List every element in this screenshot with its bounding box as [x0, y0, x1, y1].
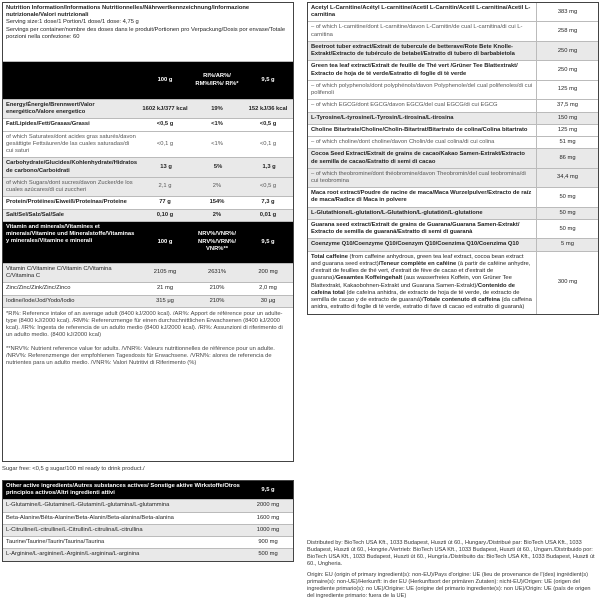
- row-label: of which Saturates/dont acides gras saturés/davon gesättigte Fettsäuren/de las cuales saturadas/di cui saturi: [6, 133, 136, 155]
- active-ingredients-table: [307, 2, 599, 315]
- row-label: L-Citrulline/L-citrulline/L-Citrullin/L-citrulina/L-citrullina: [6, 526, 143, 533]
- caffeine-en-text: (from caffeine anhydrous, green tea leaf extract, cocoa bean extract and guarana seed extract): [311, 253, 524, 267]
- row-value: 1600 mg: [256, 514, 280, 521]
- table-row: [3, 295, 293, 307]
- row-value-ri: 210%: [209, 285, 225, 292]
- ingredient-name: L-Glutathione/L-glutation/L-Glutathion/L-glutatión/L-glutatione: [311, 209, 483, 216]
- row-value: 500 mg: [258, 551, 278, 558]
- table-row: [3, 157, 293, 176]
- ingredient-row: [308, 21, 598, 40]
- row-value-serving: <0,5 g: [259, 183, 277, 190]
- ingredient-row: [308, 60, 598, 79]
- distributor-text: Distributed by: BioTech USA Kft., 1033 Budapest, Huszti út 60., Hungary./Distribué par: BioTech USA Kft., 1033 Budapest, Huszti út 60., Hongrie./Vertrieb: BioTech USA Kft., 1033 Budapest, Huszti út 60., Ungarn./Distribuido por: BioTech USA Kft., 1033 Budapest, Huszti út 60., Hungría./Distribuito da: BioTech USA Kft., 1033 Budapest, Huszti út 60., Ungheria.: [307, 540, 595, 567]
- row-value-serving: 7,3 g: [261, 199, 275, 206]
- caffeine-de-label: Gesamtes Koffeingehalt: [335, 275, 403, 282]
- origin-text: Origin: EU (origin of primary ingredient(s): non-EU)/Pays d'origine: UE (lieu de provenance de l'(des) ingrédient(s) primaire(s): non-UE)/Herkunft: in der EU (Herkunftsort der primären Zutaten): nicht-EU)/Origen: UE (origen del ingrediente primario(s): no UE)/Origine: UE (origine del primario ingrediente(s): non UE)/Origin: UE (país de origen del ingrediente primario: fuera de la UE): [307, 571, 591, 599]
- ingredient-name: – of which L-carnitine/dont L-carnitine/davon L-Carnitin/de cual L-carnitina/di cui L-carnitina: [311, 24, 523, 38]
- caffeine-es-text: (de cafeína anhidra, de extracto de hoja de té verde, de extracto de semilla de cacao y de extracto de guaraná)/: [311, 289, 520, 304]
- ingredient-value: 50 mg: [536, 220, 598, 238]
- ingredient-value: 51 mg: [536, 137, 598, 148]
- row-value-100g: 315 μg: [156, 297, 174, 304]
- ingredient-name: Choline Bitartrate/Choline/Cholin-Bitartrat/Bitartrato de colina/Colina bitartrato: [311, 126, 528, 133]
- row-value-100g: 21 mg: [156, 285, 174, 292]
- table-row: [3, 548, 293, 560]
- ingredient-value: 50 mg: [536, 208, 598, 219]
- ingredient-name: Maca root extract/Poudre de racine de maca/Maca Wurzelpulver/Extracto de raíz de maca/Radice di Maca in polvere: [311, 190, 532, 204]
- ingredient-row: [308, 3, 598, 21]
- other-ingredients-table: [2, 480, 294, 562]
- vitamin-header-label: Vitamin and minerals/Vitamines et minerais/Vitamine und Mineralstoffe/Vitaminas y minerales/Vitamine e minerali: [6, 223, 135, 245]
- row-label: Zinc/Zinc/Zink/Zinc/Zinco: [6, 285, 71, 292]
- table-row: [3, 263, 293, 282]
- row-value-ri: 5%: [213, 164, 223, 171]
- caffeine-value: 300 mg: [536, 252, 598, 314]
- table-row: [3, 177, 293, 196]
- row-value-100g: 2105 mg: [153, 269, 177, 276]
- row-label: Beta-Alanine/Bêta-Alanine/Beta-Alanin/Beta-alanina/Beta-alanina: [6, 514, 174, 521]
- row-label: Salt/Sel/Salz/Sal/Sale: [6, 211, 64, 218]
- vitamin-header: [3, 221, 293, 263]
- ingredient-row: [308, 112, 598, 124]
- other-header: [3, 481, 293, 499]
- ingredient-value: 383 mg: [536, 3, 598, 21]
- ingredient-name: Acetyl L-Carnitine/Acétyl L-carnitine/Acetil L-Carnitin/Acetil L-carnitina/Acetil L-carnitina: [311, 5, 531, 19]
- ingredient-value: 86 mg: [536, 149, 598, 167]
- ingredient-name: Guarana seed extract/Extrait de grains de Guarana/Guarana Samen-Extrakt/ Extracto de semilla de guaraná/Estratto di semi di guaranà: [311, 221, 520, 236]
- table-row: [3, 499, 293, 511]
- ri-footnote: *RI%: Reference intake of an average adult (8400 kJ/2000 kcal). /AR%: Apport de référence pour un adulte-type (8400 kJ/2000 kcal). /RM%: Referenzmenge für einen durchschnittlichen Erwachsenen (8400 kJ/2000 kcal). /IR%: Ingesta de referencia de un adulto medio (8400 kJ/2000 kcal). /RI%: Assunzioni di riferimento di un adulto medio. (8400 kJ/2000 kcal): [3, 307, 293, 343]
- ingredient-name: – of which polyphenols/dont polyphénols/davon Polyphenole/del cual polifenoles/di cui polifenoli: [311, 82, 533, 97]
- row-label: L-Glutamine/L-Glutamine/L-Glutamin/L-glutamina/L-glutammina: [6, 502, 170, 509]
- row-value-ri: <1%: [211, 140, 223, 147]
- ingredient-row: [308, 238, 598, 250]
- row-value: 2000 mg: [256, 502, 280, 509]
- sugar-free-note: Sugar free: <0,5 g sugar/100 ml ready to drink product./: [2, 466, 145, 472]
- row-value-serving: 200 mg: [258, 269, 278, 276]
- ingredient-row: [308, 99, 598, 111]
- ingredient-row: [308, 168, 598, 187]
- header-100g: 100 g: [157, 76, 173, 83]
- ingredient-value: 250 mg: [536, 42, 598, 60]
- header-serving: 9,5 g: [261, 76, 275, 83]
- ingredient-name: Beetroot tuber extract/Extrait de tubercule de betterave/Rote Bete Knolle-Extrakt/Extracto de tubérculo de betabel/Estratto di tubero di barbabietola: [311, 43, 515, 58]
- row-value-100g: <0,1 g: [156, 140, 174, 147]
- row-value-serving: 2,0 mg: [259, 285, 277, 292]
- row-label: L-Arginine/L-arginine/L-Arginin/L-arginina/L-arginina: [6, 551, 140, 558]
- row-value-serving: 30 μg: [260, 297, 276, 304]
- caffeine-fr-label: /Teneur complète en caféine: [378, 260, 457, 267]
- row-label: Taurine/Taurine/Taurin/Taurina/Taurina: [6, 539, 105, 546]
- ingredient-value: 250 mg: [536, 61, 598, 79]
- nrv-footnote: **NRV%: Nutrient reference value for adults. /VNR%: Valeurs nutritionnelles de référence pour un adulte. /NRV%: Referenzmenge der empfohlenen Tagesdosis für Erwachsene. /VRN%: alores de referencia de nutrientes para un adulto medio. /VNR%: Valori Nutritivi di Riferimento (%): [6, 345, 275, 367]
- caffeine-it-label: Totale contenuto di caffeina: [423, 297, 501, 304]
- row-value-100g: 0,10 g: [156, 211, 174, 218]
- row-label: Fat/Lipides/Fett/Grasas/Grassi: [6, 121, 90, 128]
- row-label: Iodine/Iode/Jod/Yodo/Iodio: [6, 297, 75, 304]
- ingredient-row: [308, 124, 598, 136]
- ingredient-value: 37,5 mg: [536, 100, 598, 111]
- ingredient-name: – of which choline/dont choline/davon Cholin/de cual colina/di cui colina: [311, 139, 495, 146]
- row-label: Vitamin C/Vitamine C/Vitamin C/Vitamina C/Vitamina C: [6, 265, 112, 280]
- table-row: [3, 99, 293, 118]
- nutrition-column-header: [3, 61, 293, 99]
- table-row: [3, 524, 293, 536]
- row-value-ri: 210%: [209, 297, 225, 304]
- row-label: Protein/Protéines/Eiweiß/Proteínas/Proteine: [6, 199, 127, 206]
- row-value-serving: <0,5 g: [259, 121, 277, 128]
- row-label: Carbohydrate/Glucides/Kohlenhydrate/Hidratos de carbono/Carboidrati: [6, 160, 138, 174]
- nutrition-title: Nutrition Information/Informations Nutritionnelles/Nährwertkennzeichnung/Informazione nutrizionale/Valori nutrizionali: [6, 5, 250, 19]
- table-row: [3, 536, 293, 548]
- row-value-100g: <0,5 g: [156, 121, 174, 128]
- caffeine-it-text: (da caffeina anidra, estratto di foglie di tè verde, estratto di fave di cacao ed estratto di guaranà): [311, 297, 532, 311]
- ingredient-value: 50 mg: [536, 188, 598, 206]
- ingredient-row: [308, 187, 598, 206]
- row-value-serving: 0,01 g: [259, 211, 277, 218]
- table-row: [3, 512, 293, 524]
- table-row: [3, 282, 293, 294]
- ingredient-name: – of which theobromine/dont théobromine/davon Theobromin/del cual teobromina/di cui teobromina: [311, 170, 526, 184]
- row-value-100g: 2,1 g: [158, 183, 172, 190]
- ingredient-row: [308, 136, 598, 148]
- row-label: of which Sugars/dont sucres/davon Zucker/de los cuales azúcares/di cui zuccheri: [6, 179, 133, 194]
- row-value-ri: 2%: [212, 183, 222, 190]
- header-ri: RI%/AR%/ RM%/IR%/ RI%*: [195, 73, 239, 87]
- ingredient-row: [308, 207, 598, 219]
- ingredient-name: L-Tyrosine/L-tyrosine/L-Tyrosin/L-tirosina/L-tirosina: [311, 114, 454, 121]
- ingredient-value: 5 mg: [536, 239, 598, 250]
- row-label: Energy/Énergie/Brennwert/Valor energético/Valore energetico: [6, 102, 95, 116]
- row-value-serving: <0,1 g: [259, 140, 277, 147]
- row-value-ri: 154%: [209, 199, 225, 206]
- row-value: 1000 mg: [256, 526, 280, 533]
- ingredient-value: 34,4 mg: [536, 169, 598, 187]
- caffeine-text: [308, 252, 536, 314]
- row-value-ri: <1%: [211, 121, 223, 128]
- row-value-ri: 2631%: [207, 269, 227, 276]
- ingredient-name: Coenzyme Q10/Coenzyme Q10/Coenzym Q10/Coenzima Q10/Coenzima Q10: [311, 241, 519, 248]
- ingredient-row: [308, 148, 598, 167]
- ingredient-row: [308, 219, 598, 238]
- vitamin-header-100g: 100 g: [157, 238, 173, 245]
- row-value-ri: 2%: [212, 211, 222, 218]
- servings-per-container: Servings per container/nombre des doses dans le produit/Portionen pro Verpackung/Dosis por envase/Totale porzioni nella confezione: 60: [6, 26, 286, 40]
- row-value-100g: 1602 kJ/377 kcal: [142, 105, 188, 112]
- table-row: [3, 118, 293, 130]
- ingredient-value: 258 mg: [536, 22, 598, 40]
- distribution-info: [307, 540, 597, 600]
- serving-size: Serving size:1 dose/1 Portion/1 dose/1 dose: 4,75 g: [6, 19, 139, 26]
- table-row: [3, 131, 293, 158]
- ingredient-row: [308, 41, 598, 60]
- caffeine-row: [308, 251, 598, 314]
- row-value: 900 mg: [258, 539, 278, 546]
- other-header-label: Other active ingredients/Autres substances actives/ Sonstige aktive Wirkstoffe/Otros principios activos/Altri ingredienti attivi: [6, 483, 240, 497]
- nutrition-header: [3, 3, 293, 61]
- caffeine-fr-text: (à partir de caféine anhydre, d'extrait de feuilles de thé vert, d'extrait de fève de cacao et d'extrait de guarana)/: [311, 260, 531, 282]
- ingredient-name: – of which EGCG/dont EGCG/davon EGCG/del cual EGCG/di cui EGCG: [311, 102, 498, 109]
- ingredient-value: 150 mg: [536, 113, 598, 124]
- ingredient-name: Cocoa Seed Extract/Extrait de grains de cacao/Kakao Samen-Extrakt/Extracto de semilla de cacao/Estratto di semi di cacao: [311, 151, 525, 165]
- row-value-100g: 13 g: [160, 164, 172, 171]
- vitamin-header-nrv: NRV%/VNR%/ NRV%/VRN%/ VNR%**: [198, 231, 236, 252]
- table-row: [3, 196, 293, 208]
- ingredient-value: 125 mg: [536, 125, 598, 136]
- row-value-ri: 19%: [211, 105, 223, 112]
- caffeine-de-text: (aus wasserfreies Koffein, von Grüner Tee Blattextrakt, Kakaobohnen-Extrakt und Guarana Samen-Extrakt)/: [311, 275, 512, 289]
- caffeine-es-label: Contenido de cafeína total: [311, 282, 515, 296]
- row-value-100g: 77 g: [159, 199, 171, 206]
- other-header-serving: 9,5 g: [261, 486, 275, 493]
- table-row: [3, 209, 293, 221]
- caffeine-en-label: Total caffeine: [311, 253, 348, 260]
- vitamin-header-serving: 9,5 g: [261, 238, 275, 245]
- row-value-serving: 1,3 g: [262, 164, 276, 171]
- ingredient-name: Green tea leaf extract/Extrait de feuille de Thé vert /Grüner Tee Blattextrakt/ Extracto de hoja de té verde/Estratto di foglie di tè verde: [311, 63, 518, 77]
- nutrition-table: [2, 2, 294, 462]
- ingredient-row: [308, 80, 598, 99]
- ingredient-value: 125 mg: [536, 81, 598, 99]
- row-value-serving: 152 kJ/36 kcal: [248, 105, 288, 112]
